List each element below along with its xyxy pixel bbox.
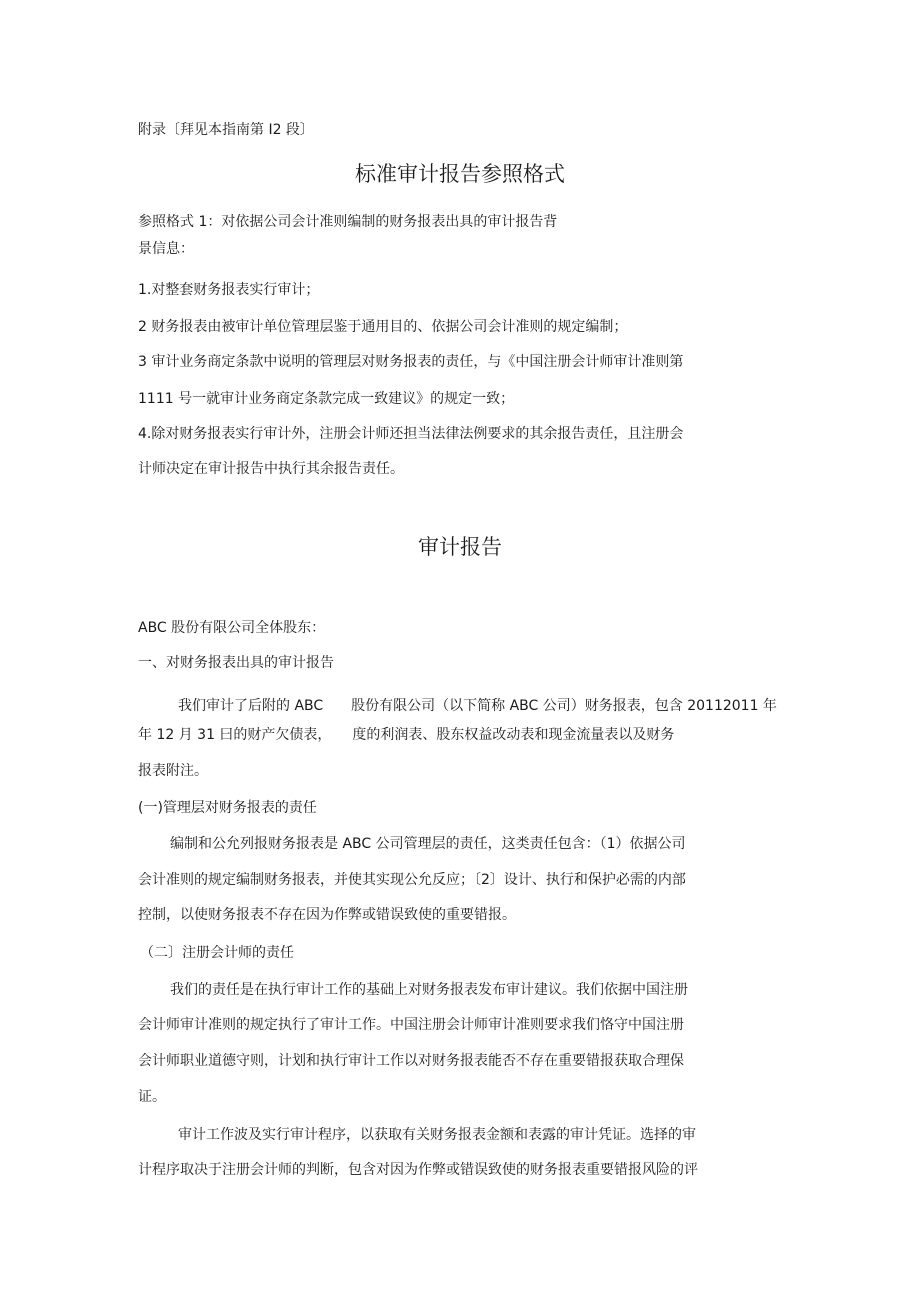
intro-paragraph-line: 报表附注。 — [138, 763, 208, 779]
appendix-note: 附录〔拜见本指南第 I2 段〕 — [138, 122, 314, 138]
auditor-paragraph-line: 会计师审计准则的规定执行了审计工作。中国注册会计师审计准则要求我们恪守中国注册 — [138, 1017, 684, 1033]
procedures-paragraph-line: 审计工作波及实行审计程序，以获取有关财务报表金额和表露的审计凭证。选择的审 — [178, 1127, 696, 1143]
ref-format-line-2: 景信息： — [138, 241, 194, 257]
section-one-heading: 一、对财务报表出具的审计报告 — [138, 655, 334, 671]
background-item: 4.除对财务报表实行审计外，注册会计师还担当法律法例要求的其余报告责任，且注册会 — [138, 426, 684, 442]
auditor-paragraph-line: 我们的责任是在执行审计工作的基础上对财务报表发布审计建议。我们依据中国注册 — [170, 982, 688, 998]
intro-paragraph-line: 我们审计了后附的 ABC 股份有限公司（以下简称 ABC 公司）财务报表，包含 20112011 年 — [178, 698, 777, 714]
background-item: 1.对整套财务报表实行审计； — [138, 282, 320, 298]
auditor-heading: （二〕注册会计师的责任 — [140, 945, 294, 961]
background-item: 2 财务报表由被审计单位管理层鉴于通用目的、依据公司会计准则的规定编制； — [138, 319, 628, 335]
auditor-paragraph-line: 证。 — [138, 1089, 166, 1105]
addressee: ABC 股份有限公司全体股东： — [138, 620, 326, 636]
management-heading: (一)管理层对财务报表的责任 — [138, 800, 317, 816]
management-paragraph-line: 会计准则的规定编制财务报表，并使其实现公允反应；〔2〕设计、执行和保护必需的内部 — [138, 872, 686, 888]
report-title: 审计报告 — [418, 535, 502, 559]
background-item: 3 审计业务商定条款中说明的管理层对财务报表的责任，与《中国注册会计师审计准则第 — [138, 354, 684, 370]
main-title: 标准审计报告参照格式 — [355, 162, 565, 186]
ref-format-line-1: 参照格式 1：对依据公司会计准则编制的财务报表出具的审计报告背 — [138, 214, 558, 230]
management-paragraph-line: 控制，以使财务报表不存在因为作弊或错误致使的重要错报。 — [138, 907, 516, 923]
management-paragraph-line: 编制和公允列报财务报表是 ABC 公司管理层的责任，这类责任包含：（1）依据公司 — [170, 836, 686, 852]
procedures-paragraph-line: 计程序取决于注册会计师的判断，包含对因为作弊或错误致使的财务报表重要错报风险的评 — [138, 1162, 698, 1178]
background-item: 1111 号一就审计业务商定条款完成一致建议》的规定一致； — [138, 391, 515, 407]
auditor-paragraph-line: 会计师职业道德守则，计划和执行审计工作以对财务报表能否不存在重要错报获取合理保 — [138, 1053, 684, 1069]
background-item: 计师决定在审计报告中执行其余报告责任。 — [138, 461, 404, 477]
intro-paragraph-line: 年 12 月 31 曰的财产欠债表， 度的利润表、股东权益改动表和现金流量表以及财务 — [138, 727, 675, 743]
